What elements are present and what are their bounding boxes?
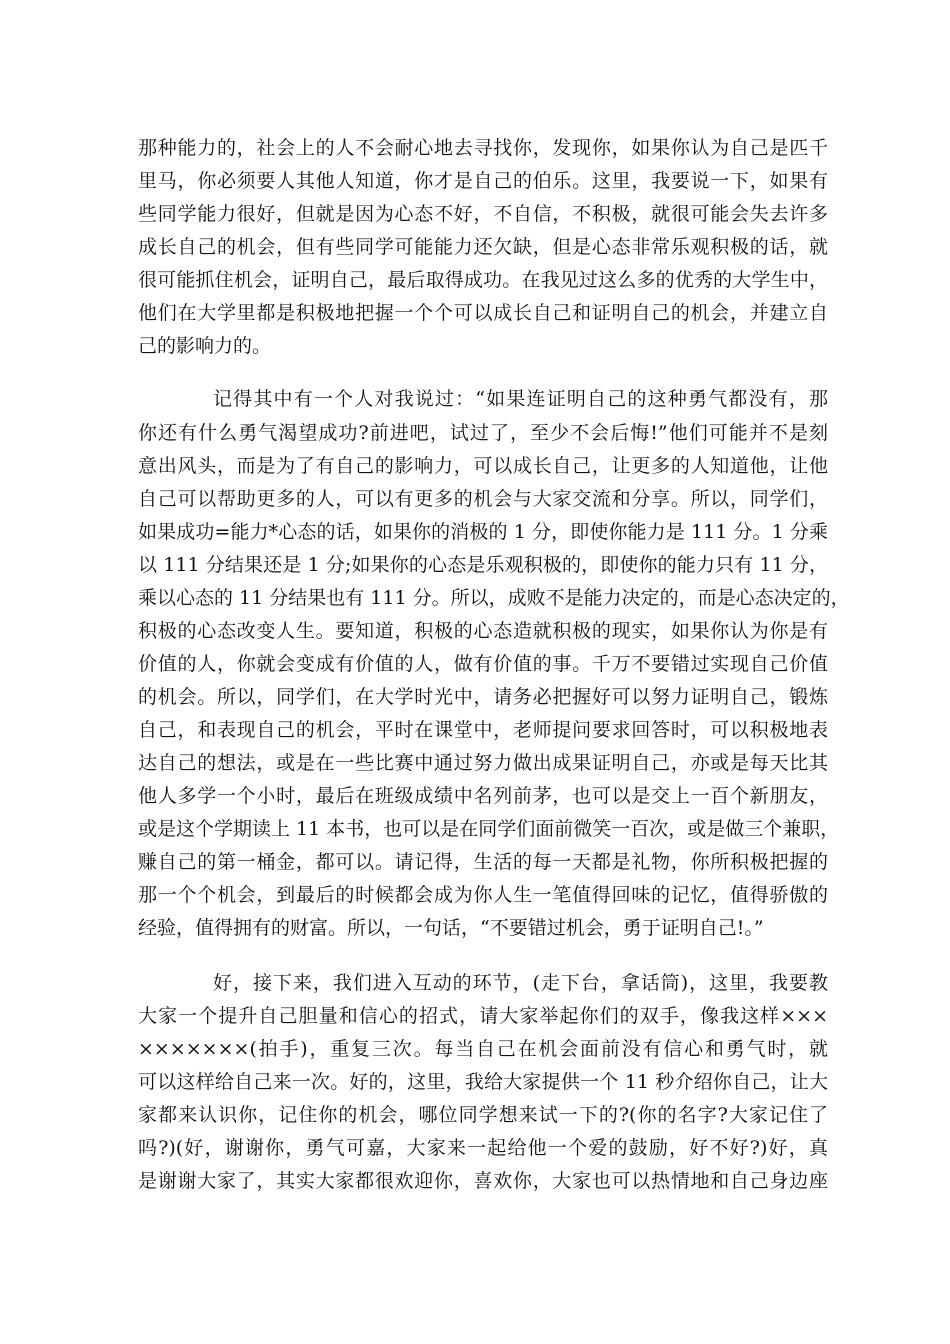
text-line: 家都来认识你，记住你的机会，哪位同学想来试一下的?(你的名字?大家记住了 xyxy=(138,1104,828,1126)
text-line: 如果成功=能力*心态的话，如果你的消极的 1 分，即使你能力是 111 分。1 分乘 xyxy=(138,521,828,543)
text-line: 的机会。所以，同学们，在大学时光中，请务必把握好可以努力证明自己，锻炼 xyxy=(138,686,828,708)
text-line: 很可能抓住机会，证明自己，最后取得成功。在我见过这么多的优秀的大学生中， xyxy=(138,269,828,291)
text-line: 积极的心态改变人生。要知道，积极的心态造就积极的现实，如果你认为你是有 xyxy=(138,620,828,642)
text-line: 记得其中有一个人对我说过：“如果连证明自己的这种勇气都没有，那 xyxy=(213,388,828,410)
text-line: 你还有什么勇气渴望成功?前进吧，试过了，至少不会后悔!”他们可能并不是刻 xyxy=(138,422,828,444)
text-line: 些同学能力很好，但就是因为心态不好，不自信，不积极，就很可能会失去许多 xyxy=(138,203,828,225)
text-line: 赚自己的第一桶金，都可以。请记得，生活的每一天都是礼物，你所积极把握的 xyxy=(138,851,828,873)
text-line: 大家一个提升自己胆量和信心的招式，请大家举起你们的双手，像我这样××× xyxy=(138,1005,828,1027)
text-line: 达自己的想法，或是在一些比赛中通过努力做出成果证明自己，亦或是每天比其 xyxy=(138,752,828,774)
text-line: 自己，和表现自己的机会，平时在课堂中，老师提问要求回答时，可以积极地表 xyxy=(138,719,828,741)
text-line: 或是这个学期读上 11 本书，也可以是在同学们面前微笑一百次，或是做三个兼职， xyxy=(138,818,840,840)
text-line: 以 111 分结果还是 1 分;如果你的心态是乐观积极的，即使你的能力只有 11 分， xyxy=(138,554,828,576)
text-line: 那种能力的，社会上的人不会耐心地去寻找你，发现你，如果你认为自己是匹千 xyxy=(138,137,828,159)
text-line: 价值的人，你就会变成有价值的人，做有价值的事。千万不要错过实现自己价值 xyxy=(138,653,828,675)
text-line: 自己可以帮助更多的人，可以有更多的机会与大家交流和分享。所以，同学们， xyxy=(138,488,828,510)
text-line: ×××××××(拍手)，重复三次。每当自己在机会面前没有信心和勇气时，就 xyxy=(138,1038,828,1060)
text-line: 成长自己的机会，但有些同学可能能力还欠缺，但是心态非常乐观积极的话，就 xyxy=(138,236,828,258)
text-line: 意出风头，而是为了有自己的影响力，可以成长自己，让更多的人知道他，让他 xyxy=(138,455,828,477)
text-line: 吗?)(好，谢谢你，勇气可嘉，大家来一起给他一个爱的鼓励，好不好?)好，真 xyxy=(138,1137,828,1159)
text-line: 他们在大学里都是积极地把握一个个可以成长自己和证明自己的机会，并建立自 xyxy=(138,302,828,324)
text-line: 己的影响力的。 xyxy=(138,335,272,357)
text-line: 经验，值得拥有的财富。所以，一句话，“不要错过机会，勇于证明自己!。” xyxy=(138,917,764,939)
text-line: 他人多学一个小时，最后在班级成绩中名列前茅，也可以是交上一百个新朋友， xyxy=(138,785,828,807)
text-line: 那一个个机会，到最后的时候都会成为你人生一笔值得回味的记忆，值得骄傲的 xyxy=(138,884,828,906)
text-line: 里马，你必须要人其他人知道，你才是自己的伯乐。这里，我要说一下，如果有 xyxy=(138,170,828,192)
text-line: 乘以心态的 11 分结果也有 111 分。所以，成败不是能力决定的，而是心态决定的， xyxy=(138,587,850,609)
text-line: 可以这样给自己来一次。好的，这里，我给大家提供一个 11 秒介绍你自己，让大 xyxy=(138,1071,828,1093)
text-line: 好，接下来，我们进入互动的环节，(走下台，拿话筒)，这里，我要教 xyxy=(213,972,828,994)
text-line: 是谢谢大家了，其实大家都很欢迎你，喜欢你，大家也可以热情地和自己身边座 xyxy=(138,1170,828,1192)
